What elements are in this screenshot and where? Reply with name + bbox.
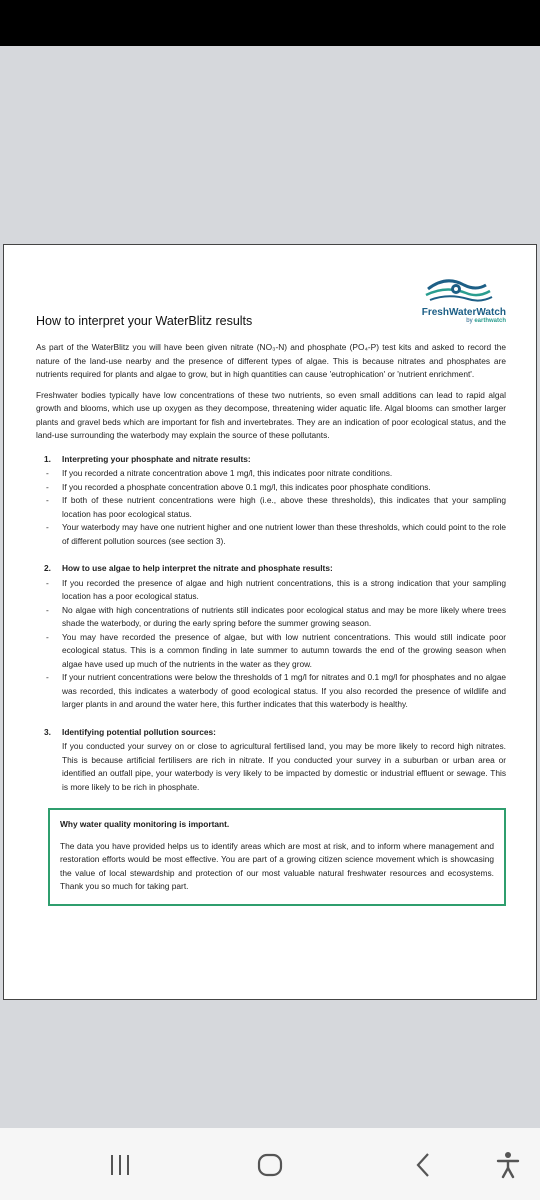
section-heading: Identifying potential pollution sources: <box>62 726 216 737</box>
wave-eye-icon <box>406 273 506 307</box>
callout-body: The data you have provided helps us to identify areas which are most at risk, and to inform where management and restoration efforts would be most effective. You are part of a growing citizen science movement which is showcasing the value of local stewardship and protection of our most valuable natural freshwater resources and ecosystems. Thank you so much for taking part. <box>60 840 494 891</box>
callout-title: Why water quality monitoring is important. <box>60 819 230 829</box>
section-number: 3. <box>44 726 51 737</box>
section-2 <box>36 562 506 712</box>
section-heading: How to use algae to help interpret the nitrate and phosphate results: <box>62 563 333 573</box>
intro-paragraph: As part of the WaterBlitz you will have been given nitrate (NO₃-N) and phosphate (PO₄-P) test kits and asked to record the nature of the land-use nearby and the presence of different types of algae. This is because nitrates and phosphates are nutrients required for plants and algae to grow, but in high quantities can cause 'eutrophication' or 'nutrient enrichment'. <box>36 342 506 379</box>
list-item: - You may have recorded the presence of algae, but with low nutrient concentrations. This would still indicate poor ecological status. This is a common finding in late summer to autumn towards the end of the growing season when algae have used up much of the nutrients in the water as they grow. <box>36 631 506 672</box>
list-item: - Your waterbody may have one nutrient higher and one nutrient lower than these thresholds, which could point to the role of different pollution sources (see section 3). <box>36 521 506 548</box>
home-icon <box>257 1153 283 1177</box>
accessibility-button[interactable] <box>488 1150 528 1180</box>
list-item: - If you recorded a nitrate concentration above 1 mg/l, this indicates poor nitrate conditions. <box>36 467 506 481</box>
logo-org: by earthwatch <box>466 318 506 324</box>
callout-box <box>48 808 506 906</box>
page-title: How to interpret your WaterBlitz results <box>36 314 253 328</box>
bullet-list <box>36 467 506 548</box>
recent-apps-button[interactable] <box>100 1150 140 1180</box>
section-1 <box>36 453 506 549</box>
freshwaterwatch-logo <box>406 273 506 323</box>
list-item: - If your nutrient concentrations were below the thresholds of 1 mg/l for nitrates and 0.1 mg/l for phosphates and no algae was recorded, this indicates a waterbody of good ecological status. If you also recorded the presence of wildlife and larger plants in and around the water here, this further indicates that this waterbody is healthy. <box>36 671 506 712</box>
list-item: - No algae with high concentrations of nutrients still indicates poor ecological status and may be more likely where trees shade the waterbody, or during the early spring before the summer growing season. <box>36 604 506 631</box>
intro-paragraph: Freshwater bodies typically have low concentrations of these two nutrients, so even small additions can lead to rapid algal growth and blooms, which use up oxygen as they decompose, threatening wider aquatic life. Algal blooms can smother larger plants and gravel beds which are important for fish and invertebrates. They are an indication of poor ecological status, and the land-use surrounding the waterbody may explain the source of these pollutants. <box>36 389 506 440</box>
recent-apps-icon <box>108 1154 132 1176</box>
back-button[interactable] <box>403 1150 443 1180</box>
back-icon <box>413 1152 433 1178</box>
section-3 <box>36 726 506 795</box>
list-item: - If you recorded the presence of algae and high nutrient concentrations, this is a strong indication that your sampling location has a poor ecological status. <box>36 577 506 604</box>
status-bar <box>0 0 540 46</box>
document-body <box>36 341 506 906</box>
section-body: If you conducted your survey on or close to agricultural fertilised land, you may be more likely to record high nitrates. This is because artificial fertilisers are rich in nitrate. If you conducted your survey in a suburban or urban area or identified an outfall pipe, your waterbody is very likely to be impacted by domestic or industrial effluent or sewage. This is more likely to be rich in phosphate. <box>62 741 506 792</box>
bullet-list <box>36 577 506 712</box>
navigation-bar <box>0 1128 540 1200</box>
accessibility-icon <box>495 1151 521 1179</box>
document-page <box>3 244 537 1000</box>
section-number: 2. <box>44 563 51 573</box>
home-button[interactable] <box>250 1150 290 1180</box>
list-item: - If you recorded a phosphate concentration above 0.1 mg/l, this indicates poor phosphate conditions. <box>36 481 506 495</box>
section-heading: Interpreting your phosphate and nitrate results: <box>62 453 251 464</box>
logo-name: FreshWaterWatch <box>421 307 506 318</box>
section-number: 1. <box>44 453 51 464</box>
list-item: - If both of these nutrient concentrations were high (i.e., above these thresholds), this indicates that your sampling location has poor ecological status. <box>36 494 506 521</box>
